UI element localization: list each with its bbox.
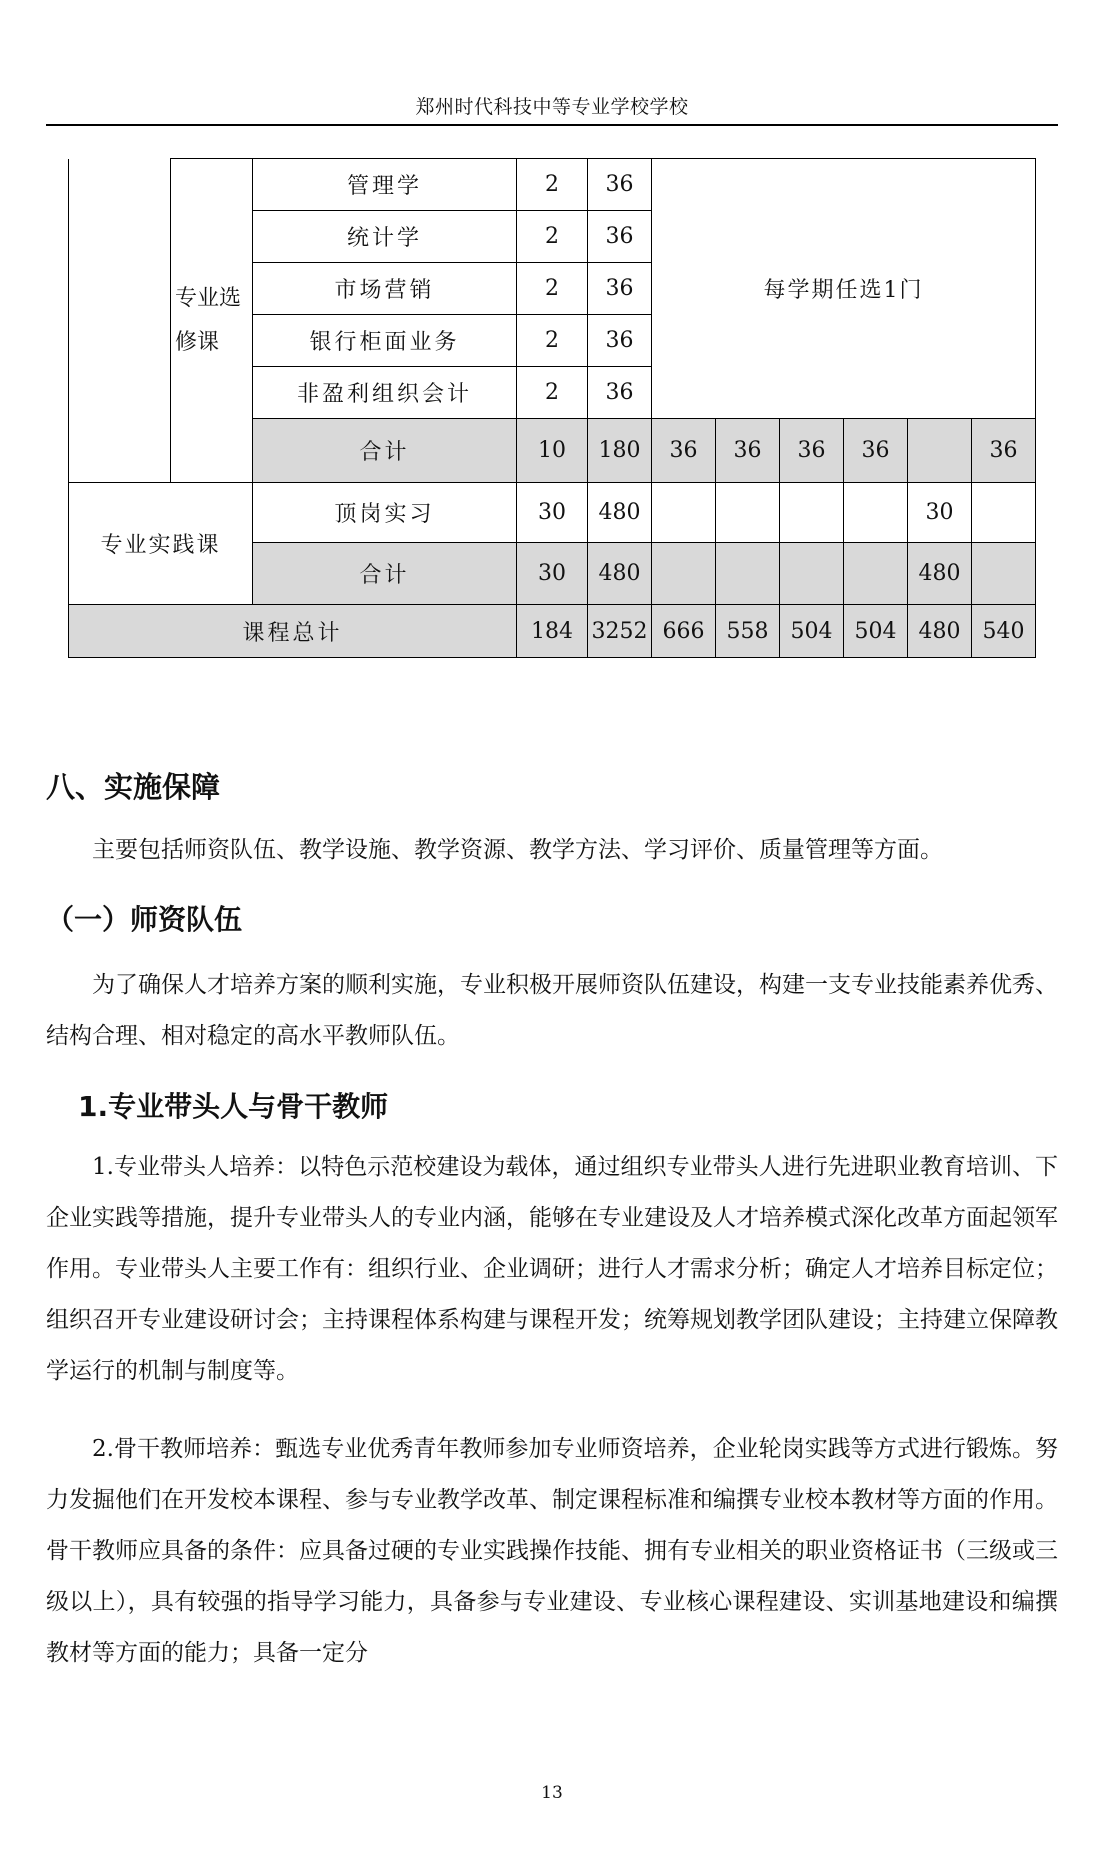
course-name: 顶岗实习 [253,483,517,543]
category-cell-elective: 专业选修课 [171,159,253,483]
semester-cell [652,543,716,605]
semester-cell [844,483,908,543]
table-row [69,159,1036,211]
page-header: 郑州时代科技中等专业学校学校 [415,96,689,118]
semester-cell: 36 [972,419,1036,483]
table-row-total [69,605,1036,658]
semester-cell: 504 [780,605,844,658]
course-name: 管理学 [253,159,517,211]
hours-cell: 36 [588,367,652,419]
semester-cell: 36 [716,419,780,483]
category-cell-blank [69,159,171,483]
semester-cell [972,543,1036,605]
semester-cell: 30 [908,483,972,543]
semester-cell: 36 [652,419,716,483]
semester-cell: 36 [780,419,844,483]
semester-cell: 666 [652,605,716,658]
semester-cell: 558 [716,605,780,658]
credits-cell: 2 [517,263,588,315]
elective-note: 每学期任选1门 [652,159,1036,419]
credits-cell: 2 [517,159,588,211]
section-heading: 八、实施保障 [46,770,221,804]
semester-cell: 480 [908,605,972,658]
course-name: 银行柜面业务 [253,315,517,367]
subsubsection-heading: 1.专业带头人与骨干教师 [78,1090,389,1123]
course-name: 统计学 [253,211,517,263]
page-number: 13 [541,1783,563,1803]
credits-cell: 30 [517,483,588,543]
semester-cell [716,483,780,543]
credits-cell: 30 [517,543,588,605]
category-cell-practice: 专业实践课 [69,483,253,605]
course-name: 非盈利组织会计 [253,367,517,419]
semester-cell [652,483,716,543]
curriculum-table [68,158,1036,658]
credits-cell: 2 [517,367,588,419]
subtotal-label: 合计 [253,543,517,605]
semester-cell [844,543,908,605]
total-label: 课程总计 [69,605,517,658]
hours-cell: 480 [588,483,652,543]
semester-cell [780,483,844,543]
hours-cell: 36 [588,315,652,367]
hours-cell: 36 [588,211,652,263]
credits-cell: 2 [517,315,588,367]
semester-cell [716,543,780,605]
hours-cell: 3252 [588,605,652,658]
semester-cell: 36 [844,419,908,483]
hours-cell: 180 [588,419,652,483]
semester-cell: 540 [972,605,1036,658]
subtotal-label: 合计 [253,419,517,483]
semester-cell [972,483,1036,543]
semester-cell: 480 [908,543,972,605]
semester-cell: 504 [844,605,908,658]
semester-cell [780,543,844,605]
semester-cell [908,419,972,483]
hours-cell: 36 [588,263,652,315]
paragraph: 1.专业带头人培养：以特色示范校建设为载体，通过组织专业带头人进行先进职业教育培训、下企业实践等措施，提升专业带头人的专业内涵，能够在专业建设及人才培养模式深化改革方面起领军作用。专业带头人主要工作有：组织行业、企业调研；进行人才需求分析；确定人才培养目标定位；组织召开专业建设研讨会；主持课程体系构建与课程开发；统筹规划教学团队建设；主持建立保障教学运行的机制与制度等。 [46,1154,1058,1384]
credits-cell: 184 [517,605,588,658]
section-intro: 主要包括师资队伍、教学设施、教学资源、教学方法、学习评价、质量管理等方面。 [92,837,943,863]
paragraph: 2.骨干教师培养：甄选专业优秀青年教师参加专业师资培养，企业轮岗实践等方式进行锻炼。努力发掘他们在开发校本课程、参与专业教学改革、制定课程标准和编撰专业校本教材等方面的作用。骨干教师应具备的条件：应具备过硬的专业实践操作技能、拥有专业相关的职业资格证书（三级或三级以上），具有较强的指导学习能力，具备参与专业建设、专业核心课程建设、实训基地建设和编撰教材等方面的能力；具备一定分 [46,1436,1058,1666]
hours-cell: 36 [588,159,652,211]
table-row [69,483,1036,543]
credits-cell: 2 [517,211,588,263]
hours-cell: 480 [588,543,652,605]
header-rule [46,124,1058,126]
paragraph: 为了确保人才培养方案的顺利实施，专业积极开展师资队伍建设，构建一支专业技能素养优秀、结构合理、相对稳定的高水平教师队伍。 [46,972,1058,1049]
subsection-heading: （一）师资队伍 [46,903,243,936]
course-name: 市场营销 [253,263,517,315]
credits-cell: 10 [517,419,588,483]
